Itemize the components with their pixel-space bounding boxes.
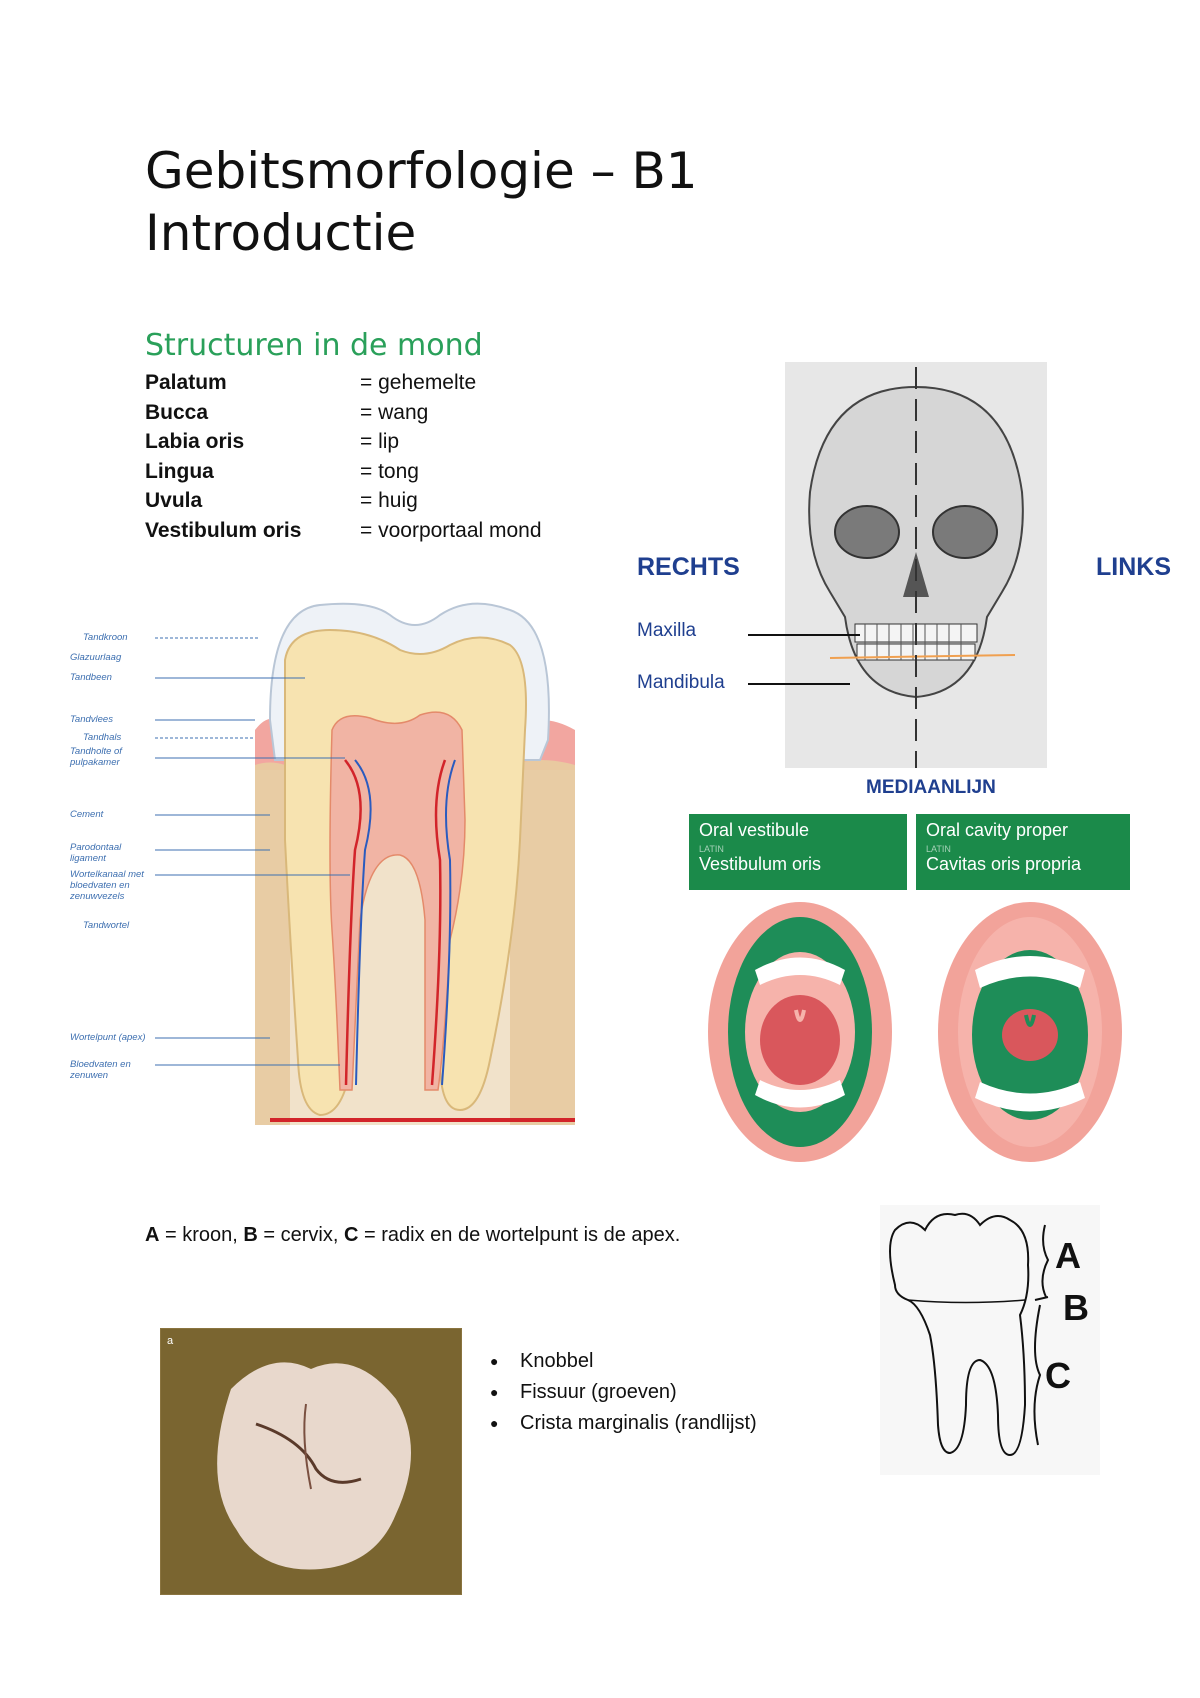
term-row	[145, 516, 542, 546]
list-item: ● Fissuur (groeven)	[490, 1377, 757, 1408]
skull-image	[785, 362, 1047, 768]
term-row	[145, 368, 542, 398]
abc-a-text: = kroon,	[159, 1224, 244, 1246]
term-row	[145, 457, 542, 487]
mandibula-label: Mandibula	[637, 672, 725, 693]
term-definition: = wang	[360, 400, 429, 424]
abc-b: B	[243, 1224, 258, 1246]
box-title: Oral vestibule	[699, 820, 810, 840]
page-title	[145, 140, 698, 264]
term-row	[145, 486, 542, 516]
tooth-label: Wortelpunt (apex)	[70, 1032, 146, 1043]
midline-label: MEDIAANLIJN	[866, 777, 996, 798]
term: Bucca	[145, 400, 209, 424]
molar-label-b: B	[1063, 1287, 1089, 1328]
terms-list	[145, 368, 542, 545]
term-definition: = voorportaal mond	[360, 518, 542, 542]
feature-bullet-list	[490, 1346, 757, 1439]
list-item: ● Knobbel	[490, 1346, 757, 1377]
tooth-label: Tandwortel	[83, 920, 130, 931]
section-heading: Structuren in de mond	[145, 328, 483, 363]
links-label: LINKS	[1096, 553, 1171, 581]
mouth-vestibule-image	[700, 900, 900, 1165]
rechts-label: RECHTS	[637, 553, 740, 581]
abc-c: C	[343, 1224, 359, 1246]
abc-a: A	[145, 1224, 160, 1246]
tooth-label: Cement	[70, 809, 104, 820]
term: Palatum	[145, 371, 227, 394]
term-definition: = huig	[360, 489, 418, 512]
term-row	[145, 427, 542, 457]
molar-outline-diagram	[880, 1205, 1100, 1475]
term-row	[145, 398, 542, 428]
abc-sentence	[145, 1224, 680, 1247]
term: Labia oris	[145, 430, 245, 453]
oral-vestibule-box	[689, 814, 907, 890]
tooth-cross-section-illustration	[70, 590, 575, 1125]
photo-tag: a	[167, 1335, 174, 1347]
box-title: Oral cavity proper	[926, 820, 1069, 840]
tooth-label: Glazuurlaag	[70, 652, 122, 663]
box-latin: Cavitas oris propria	[926, 854, 1082, 874]
box-latin-tag: LATIN	[926, 844, 951, 854]
mandibula-pointer-line	[748, 683, 850, 685]
skull-illustration	[785, 362, 1047, 768]
oral-cavity-box	[916, 814, 1130, 890]
title-line-2: Introductie	[145, 204, 417, 262]
molar-label-a: A	[1055, 1235, 1081, 1276]
tooth-label: Tandkroon	[83, 632, 128, 643]
abc-c-text: = radix en de wortelpunt is de apex.	[358, 1224, 681, 1246]
molar-label-c: C	[1045, 1355, 1071, 1396]
list-item: ● Crista marginalis (randlijst)	[490, 1408, 757, 1439]
tooth-label: Tandvlees	[70, 714, 113, 725]
term: Lingua	[145, 459, 214, 483]
box-latin-tag: LATIN	[699, 844, 724, 854]
tooth-label: Parodontaal ligament	[70, 842, 122, 864]
mouth-cavity-image	[930, 900, 1130, 1165]
tooth-cross-section-figure	[70, 590, 575, 1125]
tooth-label: Bloedvaten en zenuwen	[70, 1059, 131, 1081]
molar-occlusal-photo	[160, 1328, 462, 1595]
tooth-label: Wortelkanaal met bloedvaten en zenuwvezels	[70, 869, 144, 902]
term-definition: = gehemelte	[360, 371, 477, 394]
maxilla-pointer-line	[748, 634, 860, 636]
tooth-label: Tandholte of pulpakamer	[70, 746, 122, 768]
tooth-label: Tandhals	[83, 732, 122, 743]
term: Vestibulum oris	[145, 518, 302, 542]
term: Uvula	[145, 489, 203, 512]
abc-b-text: = cervix,	[257, 1224, 344, 1246]
tooth-label: Tandbeen	[70, 672, 112, 683]
box-latin: Vestibulum oris	[699, 854, 822, 874]
title-line-1: Gebitsmorfologie – B1	[145, 142, 698, 200]
term-definition: = tong	[360, 459, 419, 483]
term-definition: = lip	[360, 430, 400, 453]
maxilla-label: Maxilla	[637, 620, 697, 641]
